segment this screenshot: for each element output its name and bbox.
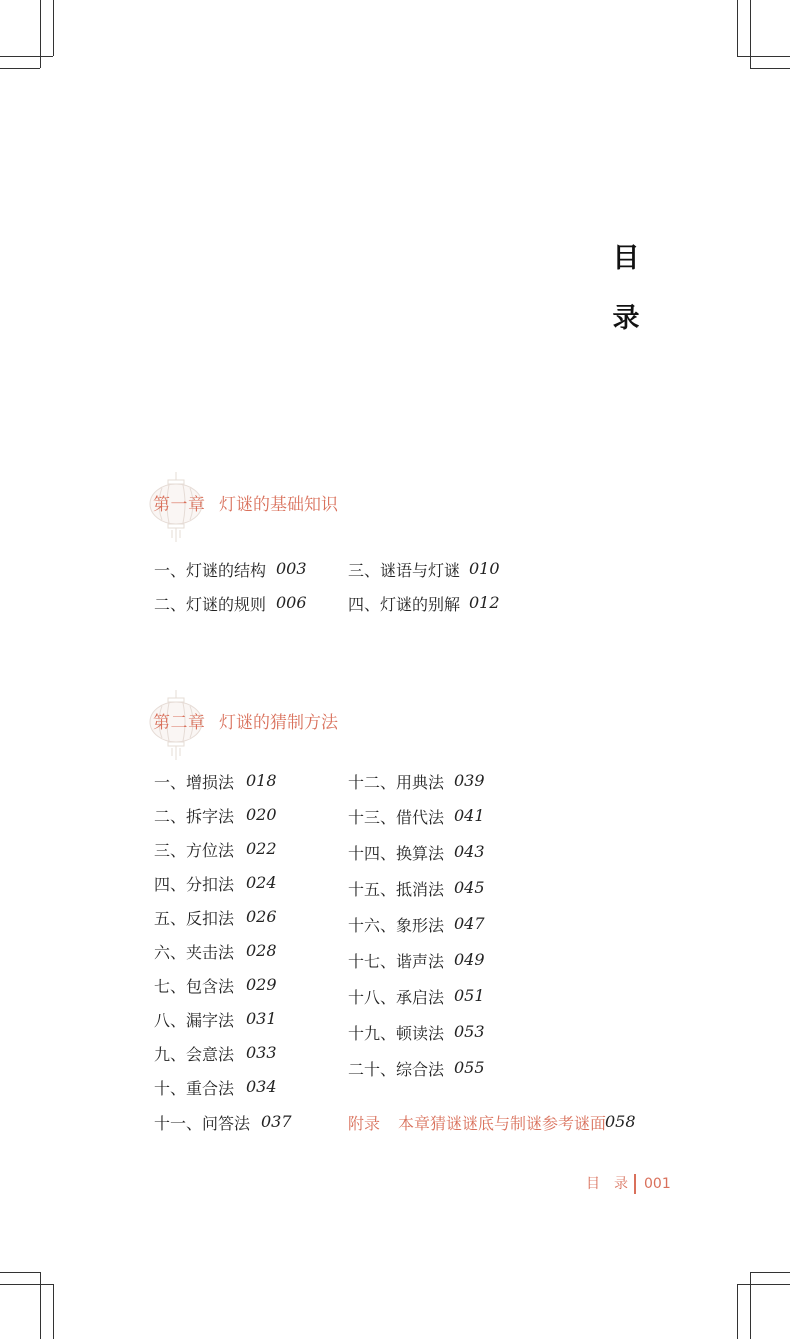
crop-mark — [53, 0, 54, 56]
toc-entry[interactable] — [154, 974, 277, 997]
toc-entry-label: 三、谜语与灯谜 — [348, 561, 461, 580]
appendix-prefix: 附录 — [348, 1114, 381, 1133]
toc-entry-page: 003 — [276, 559, 307, 578]
crop-mark — [737, 1284, 738, 1339]
toc-entry-page: 031 — [246, 1009, 277, 1028]
crop-mark — [0, 1272, 40, 1273]
toc-entry[interactable] — [348, 985, 485, 1008]
toc-entry-label: 十二、用典法 — [348, 773, 445, 792]
toc-entry[interactable] — [348, 558, 500, 581]
footer-divider — [634, 1174, 636, 1194]
toc-entry-page: 058 — [605, 1112, 636, 1131]
toc-entry-label: 十五、抵消法 — [348, 880, 445, 899]
toc-entry[interactable] — [154, 940, 277, 963]
toc-entry-label: 十六、象形法 — [348, 916, 445, 935]
toc-entry-label: 三、方位法 — [154, 841, 235, 860]
toc-entry-page: 033 — [246, 1043, 277, 1062]
chapter-title: 灯谜的猜制方法 — [219, 713, 338, 733]
toc-entry-page: 037 — [261, 1112, 292, 1131]
crop-mark — [737, 0, 738, 56]
toc-entry-page: 051 — [454, 986, 485, 1005]
toc-entry[interactable] — [348, 1021, 485, 1044]
toc-entry-label: 二十、综合法 — [348, 1060, 445, 1079]
toc-entry[interactable] — [154, 1076, 277, 1099]
toc-entry-page: 045 — [454, 878, 485, 897]
toc-entry[interactable] — [154, 1111, 292, 1134]
toc-entry-label: 二、拆字法 — [154, 807, 235, 826]
toc-entry-label: 十、重合法 — [154, 1079, 235, 1098]
crop-mark — [53, 1284, 54, 1339]
toc-entry-page: 012 — [469, 593, 500, 612]
toc-entry[interactable] — [154, 592, 307, 615]
crop-mark — [0, 68, 40, 69]
toc-entry-label: 一、灯谜的结构 — [154, 561, 267, 580]
toc-entry[interactable] — [154, 838, 277, 861]
chapter-number: 第一章 — [153, 495, 206, 515]
toc-entry-label: 五、反扣法 — [154, 909, 235, 928]
toc-entry[interactable] — [348, 592, 500, 615]
toc-entry-page: 024 — [246, 873, 277, 892]
toc-entry-page: 022 — [246, 839, 277, 858]
toc-entry[interactable] — [348, 805, 485, 828]
crop-mark — [750, 68, 790, 69]
chapter-number: 第二章 — [153, 713, 206, 733]
toc-entry-label: 十四、换算法 — [348, 844, 445, 863]
toc-entry[interactable] — [154, 804, 277, 827]
toc-entry-page: 010 — [469, 559, 500, 578]
toc-entry-label: 一、增损法 — [154, 773, 235, 792]
toc-entry-page: 026 — [246, 907, 277, 926]
crop-mark — [40, 0, 41, 68]
toc-entry-label: 七、包含法 — [154, 977, 235, 996]
toc-entry[interactable] — [348, 770, 485, 793]
crop-mark — [0, 56, 53, 57]
toc-entry[interactable] — [154, 1042, 277, 1065]
toc-entry-label: 九、会意法 — [154, 1045, 235, 1064]
toc-entry-page: 034 — [246, 1077, 277, 1096]
crop-mark — [40, 1272, 41, 1339]
page-number: 001 — [644, 1176, 671, 1192]
toc-entry[interactable] — [154, 770, 277, 793]
toc-entry-appendix[interactable] — [348, 1111, 636, 1134]
toc-entry[interactable] — [154, 906, 277, 929]
toc-entry-label: 十八、承启法 — [348, 988, 445, 1007]
chapter-1-header — [140, 478, 560, 538]
toc-entry-label: 十一、问答法 — [154, 1114, 251, 1133]
crop-mark — [737, 56, 790, 57]
crop-mark — [750, 0, 751, 68]
crop-mark — [750, 1272, 751, 1339]
toc-entry-page: 043 — [454, 842, 485, 861]
toc-entry[interactable] — [154, 558, 307, 581]
toc-entry[interactable] — [154, 1008, 277, 1031]
crop-mark — [0, 1284, 53, 1285]
toc-entry-page: 020 — [246, 805, 277, 824]
toc-entry-label: 四、分扣法 — [154, 875, 235, 894]
toc-entry-label: 二、灯谜的规则 — [154, 595, 267, 614]
toc-entry-label: 四、灯谜的别解 — [348, 595, 461, 614]
toc-entry-page: 047 — [454, 914, 485, 933]
toc-entry-page: 028 — [246, 941, 277, 960]
footer-section: 目 录 — [586, 1176, 628, 1192]
toc-entry[interactable] — [348, 841, 485, 864]
toc-entry-label: 十七、谐声法 — [348, 952, 445, 971]
page-footer — [586, 1173, 671, 1194]
toc-entry-label: 六、夹击法 — [154, 943, 235, 962]
chapter-title: 灯谜的基础知识 — [219, 495, 338, 515]
crop-mark — [737, 1284, 790, 1285]
chapter-2-header — [140, 696, 560, 756]
toc-entry-label: 十九、顿读法 — [348, 1024, 445, 1043]
toc-entry[interactable] — [348, 1057, 485, 1080]
toc-entry-label: 本章猜谜谜底与制谜参考谜面 — [398, 1114, 607, 1133]
toc-entry-page: 041 — [454, 806, 485, 825]
toc-entry-page: 055 — [454, 1058, 485, 1077]
toc-entry-page: 039 — [454, 771, 485, 790]
toc-entry-page: 029 — [246, 975, 277, 994]
toc-entry[interactable] — [154, 872, 277, 895]
page-title-char-2: 录 — [612, 303, 640, 334]
page-title-char-1: 目 — [612, 243, 640, 274]
toc-entry-page: 049 — [454, 950, 485, 969]
toc-entry-page: 006 — [276, 593, 307, 612]
toc-entry-label: 十三、借代法 — [348, 808, 445, 827]
toc-entry-page: 053 — [454, 1022, 485, 1041]
toc-entry-page: 018 — [246, 771, 277, 790]
toc-entry[interactable] — [348, 877, 485, 900]
crop-mark — [750, 1272, 790, 1273]
toc-entry-label: 八、漏字法 — [154, 1011, 235, 1030]
toc-entry[interactable] — [348, 913, 485, 936]
toc-entry[interactable] — [348, 949, 485, 972]
